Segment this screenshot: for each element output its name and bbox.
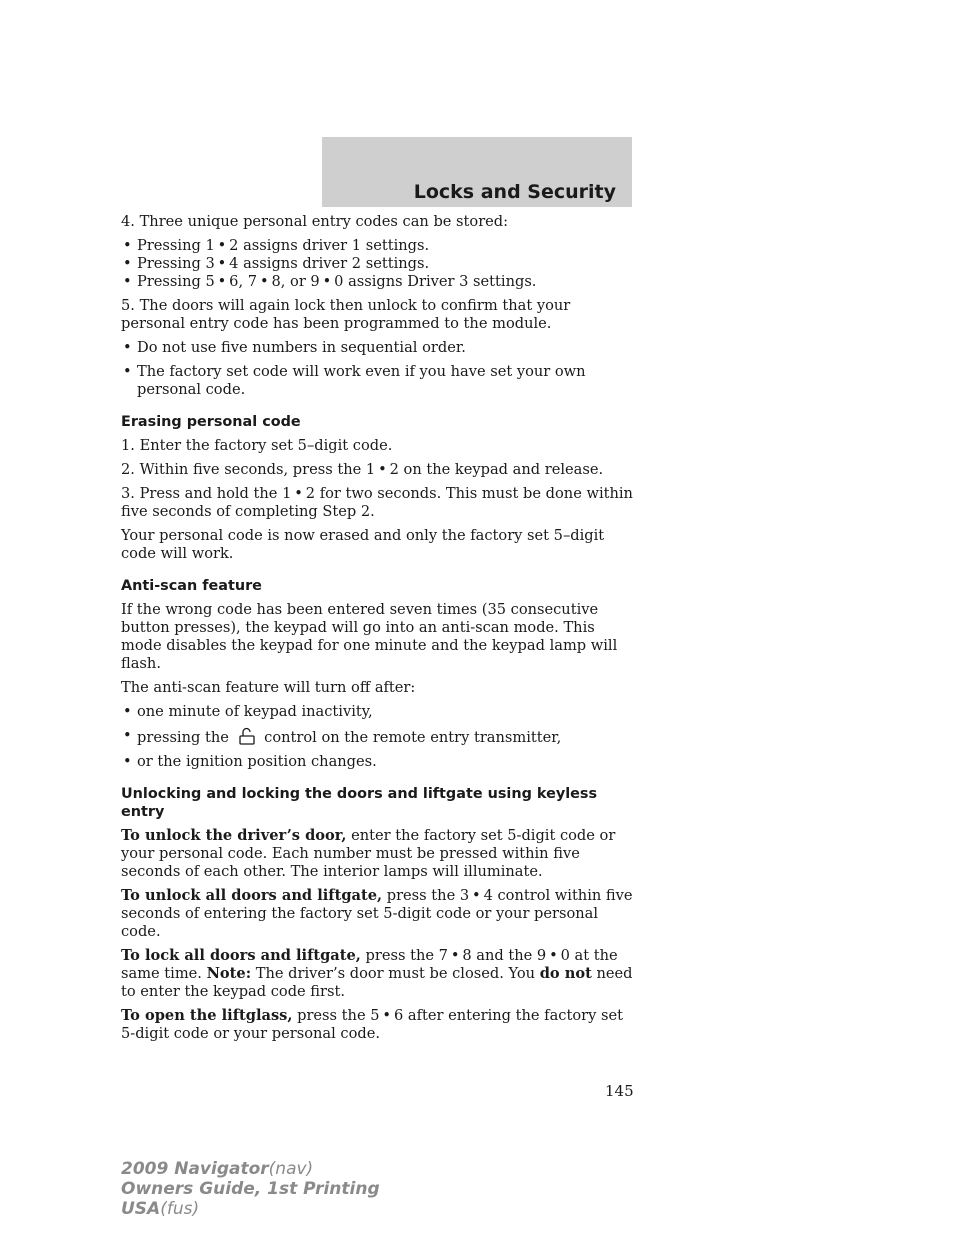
bullet-text-post: control on the remote entry transmitter, <box>264 729 562 746</box>
step-5: 5. The doors will again lock then unlock to confirm that your personal entry code has been programmed to the module. <box>121 297 571 332</box>
keyless-paragraph-2 <box>121 887 636 941</box>
erase-step-3: 3. Press and hold the 1 • 2 for two seconds. This must be done within five seconds of completing Step 2. <box>121 485 633 520</box>
lead-text: To lock all doors and liftgate, <box>121 947 361 964</box>
bullet-text-pre: pressing the <box>137 729 229 746</box>
erase-note: Your personal code is now erased and only the factory set 5–digit code will work. <box>121 527 605 562</box>
lead-text: To unlock all doors and liftgate, <box>121 887 383 904</box>
antiscan-paragraph-1: If the wrong code has been entered seven times (35 consecutive button presses), the keypad will go into an anti-scan mode. This mode disables the keypad for one minute and the keypad lamp will flash. <box>121 601 618 672</box>
step-4-bullets <box>121 237 636 291</box>
keyless-paragraph-4 <box>121 1007 636 1043</box>
footer-market: USA <box>121 1199 161 1219</box>
lead-text: To unlock the driver’s door, <box>121 827 347 844</box>
page-content <box>121 213 636 1049</box>
list-item: • Pressing 3 • 4 assigns driver 2 settings. <box>121 255 636 273</box>
list-item: • one minute of keypad inactivity, <box>121 703 636 721</box>
list-item: • The factory set code will work even if you have set your own personal code. <box>121 363 636 399</box>
lead-text: To open the liftglass, <box>121 1007 293 1024</box>
note-label: Note: <box>206 965 252 982</box>
step-4: 4. Three unique personal entry codes can be stored: <box>121 213 509 230</box>
footer-line-2: Owners Guide, 1st Printing <box>121 1179 380 1199</box>
erasing-heading: Erasing personal code <box>121 414 301 430</box>
list-item <box>121 727 636 747</box>
footer-model-code: (nav) <box>268 1159 314 1179</box>
erase-step-2: 2. Within five seconds, press the 1 • 2 on the keypad and release. <box>121 461 604 478</box>
body-text: press the 5 • 6 after entering the factory set 5-digit code or your personal code. <box>121 1007 623 1042</box>
antiscan-bullets <box>121 703 636 771</box>
list-item: • or the ignition position changes. <box>121 753 636 771</box>
list-item: • Do not use five numbers in sequential order. <box>121 339 636 357</box>
keyless-paragraph-1 <box>121 827 636 881</box>
emphasis-text: do not <box>539 965 592 982</box>
footer-model: 2009 Navigator <box>121 1159 269 1179</box>
antiscan-heading: Anti-scan feature <box>121 578 262 594</box>
body-text: The driver’s door must be closed. You <box>251 965 540 982</box>
section-title: Locks and Security <box>413 181 616 203</box>
footer-line-3 <box>121 1199 380 1219</box>
erase-step-1: 1. Enter the factory set 5–digit code. <box>121 437 393 454</box>
body-text: need to enter the keypad code first. <box>121 965 633 1000</box>
antiscan-paragraph-2: The anti-scan feature will turn off after: <box>121 679 416 696</box>
body-text: enter the factory set 5-digit code or your personal code. Each number must be pressed within five seconds of each other. The interior lamps will illuminate. <box>121 827 616 880</box>
list-item: • Pressing 1 • 2 assigns driver 1 settings. <box>121 237 636 255</box>
body-text: press the 3 • 4 control within five seconds of entering the factory set 5-digit code or your personal code. <box>121 887 633 940</box>
keyless-paragraph-3 <box>121 947 636 1001</box>
body-text: press the 7 • 8 and the 9 • 0 at the same time. <box>121 947 618 982</box>
unlock-remote-icon <box>236 727 258 745</box>
keyless-heading: Unlocking and locking the doors and liftgate using keyless entry <box>121 786 598 820</box>
step-5-bullets <box>121 339 636 399</box>
footer <box>121 1159 380 1219</box>
footer-market-code: (fus) <box>160 1199 200 1219</box>
list-item: • Pressing 5 • 6, 7 • 8, or 9 • 0 assigns Driver 3 settings. <box>121 273 636 291</box>
page-number: 145 <box>605 1082 634 1100</box>
footer-line-1 <box>121 1159 380 1179</box>
section-header-band <box>322 137 632 207</box>
